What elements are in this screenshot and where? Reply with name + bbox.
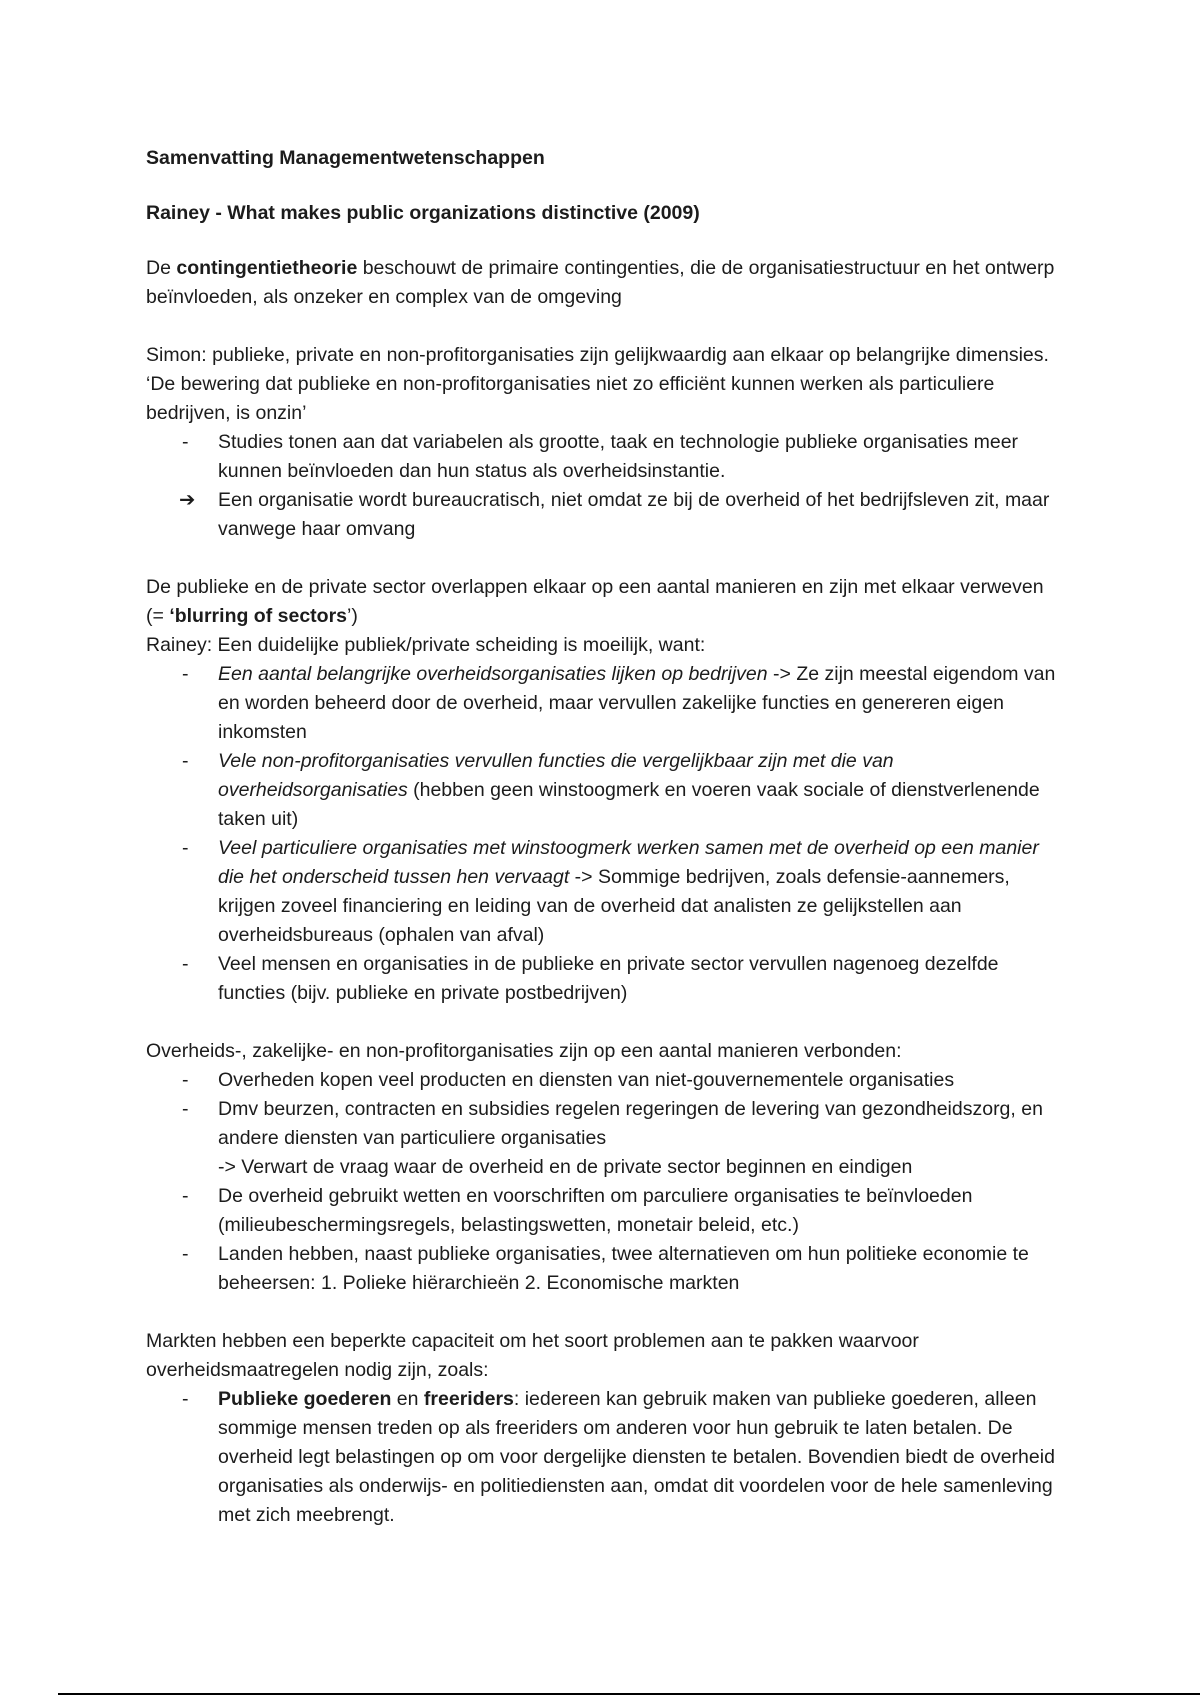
paragraph-text: Simon: publieke, private en non-profitorganisaties zijn gelijkwaardig aan elkaar op belangrijke dimensies. ‘De bewering dat publieke en non-profitorganisaties niet zo efficiënt kunnen werken als particuliere bedrijven, is onzin’ [146, 344, 1049, 424]
bullet-list [146, 428, 1066, 544]
list-item [146, 486, 1066, 544]
list-item-text: De overheid gebruikt wetten en voorschriften om parculiere organisaties te beïnvloeden (milieubeschermingsregels, belastingswetten, monetair beleid, etc.) [218, 1185, 973, 1236]
list-item-text: Veel mensen en organisaties in de publieke en private sector vervullen nagenoeg dezelfde functies (bijv. publieke en private postbedrijven) [218, 953, 999, 1004]
arrow-icon: ➔ [179, 489, 196, 511]
paragraph-markets [146, 1327, 1066, 1530]
paragraph-blurring [146, 573, 1066, 1008]
list-item [146, 1182, 1066, 1240]
text-span: -> Ze zijn meestal eigendom van en worden beheerd door de overheid, maar vervullen zakelijke functies en genereren eigen inkomsten [218, 663, 1056, 743]
dash-marker: - [182, 1388, 189, 1410]
list-item-text: Studies tonen aan dat variabelen als grootte, taak en technologie publieke organisaties meer kunnen beïnvloeden dan hun status als overheidsinstantie. [218, 431, 1019, 482]
text-span: (hebben geen winstoogmerk en voeren vaak sociale of dienstverlenende taken uit) [218, 779, 1040, 830]
text-span: -> Sommige bedrijven, zoals defensie-aannemers, krijgen zoveel financiering en leiding van de overheid dat analisten ze gelijkstellen aan overheidsbureaus (ophalen van afval) [218, 866, 1010, 946]
list-item-text: Landen hebben, naast publieke organisaties, twee alternatieven om hun politieke economie te beheersen: 1. Polieke hiërarchieën 2. Economische markten [218, 1243, 1029, 1294]
list-item [146, 1095, 1066, 1182]
text-span: ’) [347, 605, 358, 627]
list-item [146, 1240, 1066, 1298]
document-title: Samenvatting Managementwetenschappen [146, 147, 545, 169]
bold-term: contingentietheorie [176, 257, 358, 279]
bullet-list [146, 660, 1066, 1008]
italic-text: Vele non-profitorganisaties vervullen functies die vergelijkbaar zijn met die van overheidsorganisaties [218, 750, 894, 801]
list-item-text: Overheden kopen veel producten en diensten van niet-gouvernementele organisaties [218, 1069, 955, 1091]
text-span: De [146, 257, 177, 279]
paragraph-text [146, 573, 1066, 631]
bold-term: Publieke goederen [218, 1388, 392, 1410]
dash-marker: - [182, 837, 189, 859]
section-heading: Rainey - What makes public organizations distinctive (2009) [146, 202, 700, 224]
bold-term: freeriders [423, 1388, 514, 1410]
list-item [146, 660, 1066, 747]
list-item [146, 950, 1066, 1008]
dash-marker: - [182, 750, 189, 772]
dash-marker: - [182, 431, 189, 453]
text-span: beschouwt de primaire contingenties, die de organisatiestructuur en het ontwerp beïnvloeden, als onzeker en complex van de omgeving [146, 257, 1055, 308]
paragraph-simon [146, 341, 1066, 544]
dash-marker: - [182, 663, 189, 685]
dash-marker: - [182, 1069, 189, 1091]
sub-note: -> Verwart de vraag waar de overheid en de private sector beginnen en eindigen [218, 1156, 913, 1178]
text-span: : iedereen kan gebruik maken van publieke goederen, alleen sommige mensen treden op als freeriders om anderen voor hun gebruik te laten betalen. De overheid legt belastingen op om voor dergelijke diensten te betalen. Bovendien biedt de overheid organisaties als onderwijs- en politiediensten aan, omdat dit voordelen voor de hele samenleving met zich meebrengt. [218, 1388, 1055, 1526]
bullet-list [146, 1066, 1066, 1298]
list-item [146, 428, 1066, 486]
list-item-text: Dmv beurzen, contracten en subsidies regelen regeringen de levering van gezondheidszorg, en andere diensten van particuliere organisaties [218, 1098, 1043, 1149]
page-bottom-divider [58, 1693, 1200, 1695]
dash-marker: - [182, 953, 189, 975]
paragraph-text: Markten hebben een beperkte capaciteit om het soort problemen aan te pakken waarvoor overheidsmaatregelen nodig zijn, zoals: [146, 1330, 919, 1381]
list-item [146, 834, 1066, 950]
list-item [146, 1385, 1066, 1530]
bold-term: ‘blurring of sectors [169, 605, 348, 627]
list-item-text: Een organisatie wordt bureaucratisch, niet omdat ze bij de overheid of het bedrijfsleven zit, maar vanwege haar omvang [218, 489, 1050, 540]
dash-marker: - [182, 1098, 189, 1120]
italic-text: Een aantal belangrijke overheidsorganisaties lijken op bedrijven [218, 663, 768, 685]
document-page [146, 144, 1066, 1559]
paragraph-contingency [146, 254, 1066, 312]
text-span: en [391, 1388, 424, 1410]
paragraph-text: Overheids-, zakelijke- en non-profitorganisaties zijn op een aantal manieren verbonden: [146, 1040, 902, 1062]
dash-marker: - [182, 1243, 189, 1265]
paragraph-text: Rainey: Een duidelijke publiek/private scheiding is moeilijk, want: [146, 634, 706, 656]
text-span: De publieke en de private sector overlappen elkaar op een aantal manieren en zijn met elkaar verweven (= [146, 576, 1044, 627]
dash-marker: - [182, 1185, 189, 1207]
list-item [146, 747, 1066, 834]
list-item [146, 1066, 1066, 1095]
italic-text: Veel particuliere organisaties met winstoogmerk werken samen met de overheid op een manier die het onderscheid tussen hen vervaagt [218, 837, 1039, 888]
paragraph-connections [146, 1037, 1066, 1298]
bullet-list [146, 1385, 1066, 1530]
